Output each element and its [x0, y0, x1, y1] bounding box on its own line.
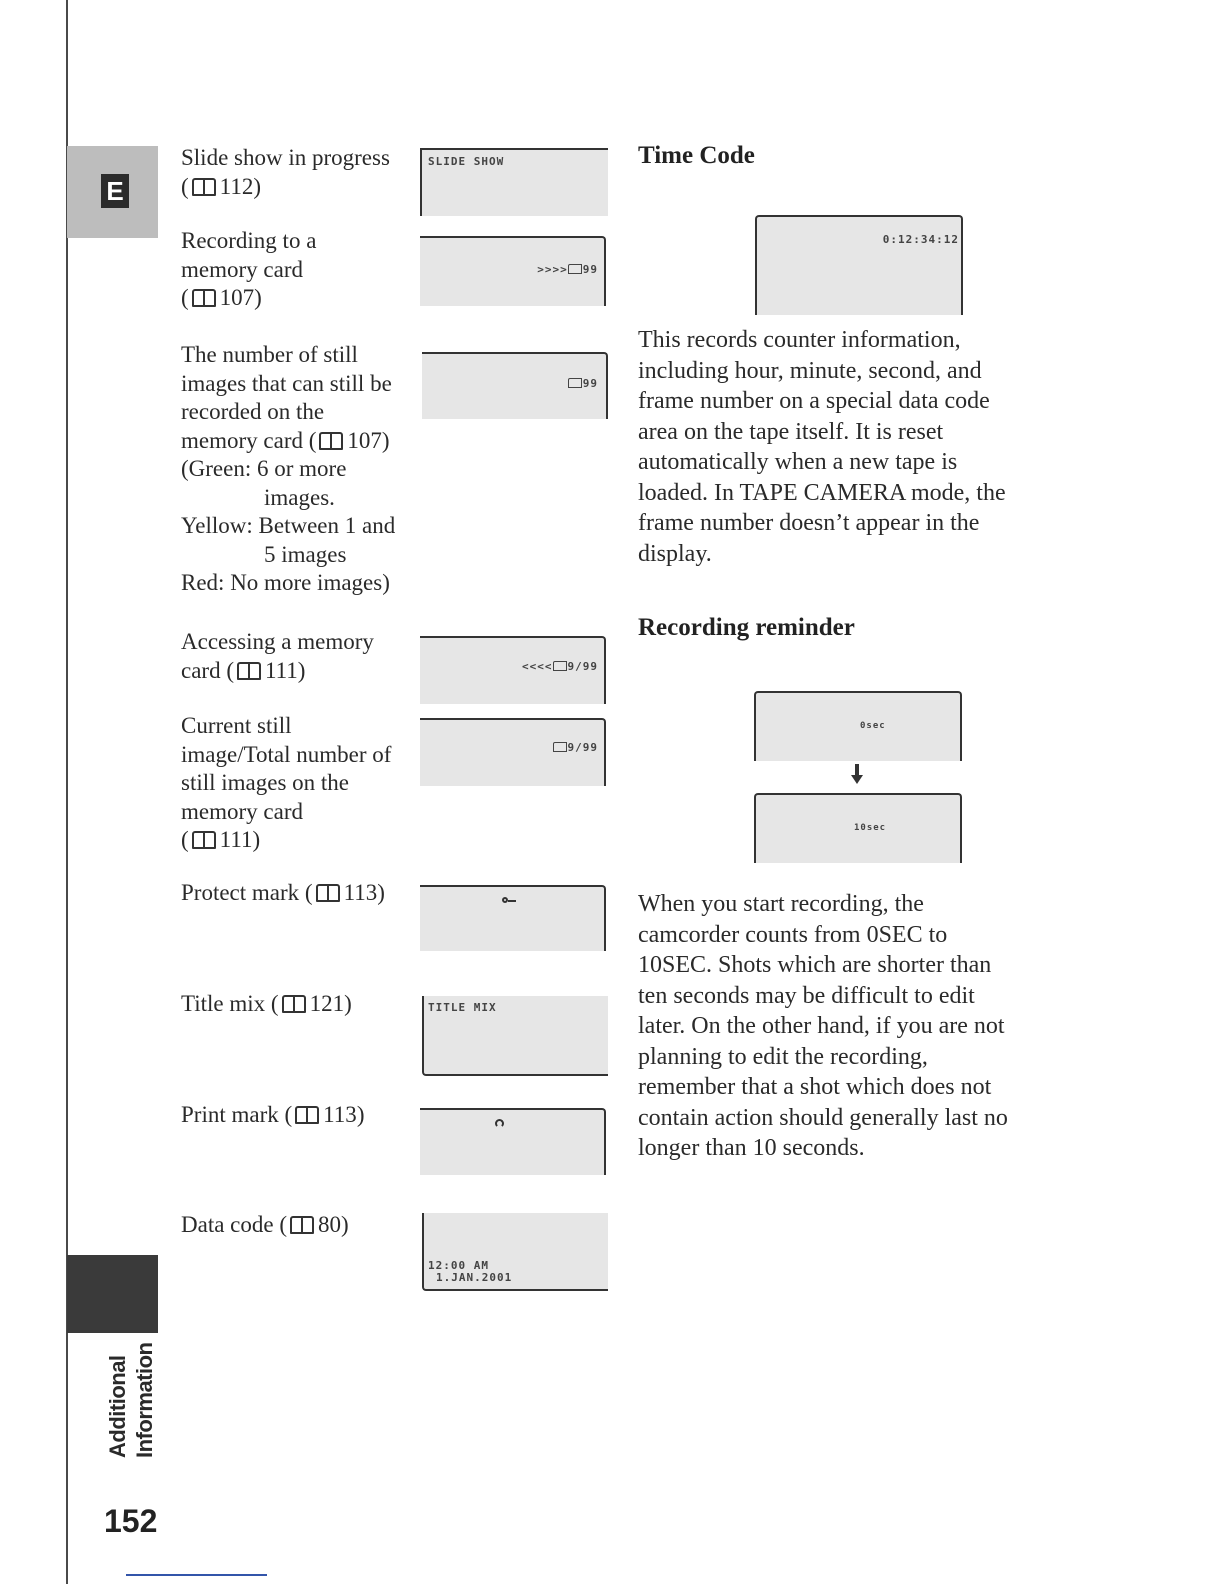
item-accessing-card: [181, 628, 374, 685]
screen-recording: [420, 236, 606, 306]
page-ref: 111: [265, 657, 298, 683]
item-slide-show: [181, 144, 390, 201]
item-line: (Green: 6 or more: [181, 456, 347, 481]
screen-text: 0:12:34:12: [882, 233, 959, 246]
screen-remaining: [422, 352, 608, 419]
page-number: 152: [104, 1503, 158, 1539]
book-icon: [192, 289, 216, 307]
body-line: planning to edit the recording,: [638, 1043, 928, 1070]
page-ref: 121: [309, 991, 345, 1016]
book-icon: [192, 831, 216, 849]
section-tab: [67, 1255, 158, 1333]
page-ref: 107: [219, 285, 255, 310]
book-icon: [290, 1216, 314, 1234]
book-icon: [319, 432, 343, 450]
item-current-still: [181, 712, 391, 855]
print-mark-icon: [495, 1118, 504, 1131]
screen-count: 99: [582, 263, 598, 276]
body-line: remember that a shot which does not: [638, 1074, 992, 1100]
body-line: When you start recording, the: [638, 891, 924, 917]
language-tab-letter: E: [101, 174, 129, 208]
page-ref: 113: [343, 880, 378, 905]
item-line: Accessing a memory: [181, 629, 374, 654]
screen-data-code: [422, 1213, 608, 1291]
item-ref-line: ( 111): [181, 827, 261, 852]
screen-text: [553, 741, 599, 754]
item-ref-line: card ( 111): [181, 657, 306, 683]
item-line: The number of still: [181, 342, 358, 367]
item-ref-line: ( 112): [181, 173, 261, 199]
body-line: loaded. In TAPE CAMERA mode, the: [638, 479, 1006, 506]
screen-count: 9/99: [567, 660, 598, 673]
page-ref: 111: [219, 827, 253, 852]
screen-title-mix: [422, 996, 608, 1076]
memory-card-icon: [553, 661, 567, 671]
item-line: Yellow: Between 1 and: [181, 513, 396, 538]
book-icon: [192, 178, 216, 196]
item-line: memory card: [181, 798, 303, 824]
item-line: Slide show in progress: [181, 145, 390, 170]
body-line: 10SEC. Shots which are shorter than: [638, 952, 992, 978]
book-icon: [237, 662, 261, 680]
item-ref-line: memory card ( 107): [181, 427, 390, 453]
section-label: [104, 1343, 158, 1459]
item-line: images.: [264, 484, 335, 510]
screen-reminder-start: [754, 691, 962, 761]
screen-text: 10sec: [854, 823, 887, 833]
item-line: memory card: [181, 256, 303, 282]
item-ref-line: Print mark ( 113): [181, 1102, 365, 1127]
item-line: Recording to a: [181, 228, 317, 253]
book-icon: [316, 884, 340, 902]
screen-prefix: <<<<: [522, 660, 553, 673]
recording-reminder-body: [638, 889, 1008, 1164]
arrow-down-icon: [850, 764, 864, 786]
time-code-body: [638, 325, 1006, 569]
screen-text: 0sec: [860, 721, 886, 731]
key-icon: [502, 895, 516, 908]
page-ref: 80: [318, 1212, 341, 1237]
item-ref-line: ( 107): [181, 285, 262, 310]
body-line: ten seconds may be difficult to edit: [638, 982, 975, 1009]
screen-text: [568, 377, 598, 390]
page-ref: 112: [219, 173, 254, 199]
item-remaining-images: [181, 341, 395, 598]
item-line: 5 images: [264, 541, 347, 567]
item-recording-to-card: [181, 227, 316, 313]
screen-text: [522, 660, 598, 673]
screen-text: [537, 263, 598, 276]
screen-accessing: [420, 636, 606, 704]
screen-count: 9/99: [567, 741, 598, 754]
page-ref: 107: [347, 427, 382, 453]
item-line: Red: No more images): [181, 570, 390, 595]
screen-print-mark: [420, 1108, 606, 1175]
body-line: This records counter information,: [638, 327, 961, 353]
body-line: including hour, minute, second, and: [638, 357, 982, 384]
screen-text: TITLE MIX: [428, 1001, 497, 1014]
item-line: recorded on the: [181, 399, 325, 424]
item-ref-line: Title mix ( 121): [181, 991, 352, 1016]
memory-card-icon: [568, 378, 582, 388]
item-line: still images on the: [181, 770, 350, 795]
item-ref-line: Protect mark ( 113): [181, 880, 385, 905]
body-line: contain action should generally last no: [638, 1104, 1008, 1131]
item-line: Current still: [181, 713, 292, 738]
body-line: frame number on a special data code: [638, 388, 990, 414]
footer-rule: [126, 1574, 267, 1576]
memory-card-icon: [568, 264, 582, 274]
time-code-heading: Time Code: [638, 142, 755, 169]
section-label-line-2: Information: [132, 1342, 157, 1458]
body-line: display.: [638, 540, 712, 567]
body-line: automatically when a new tape is: [638, 449, 958, 475]
screen-text: 1.JAN.2001: [436, 1271, 513, 1284]
item-line: image/Total number of: [181, 741, 392, 767]
screen-slide-show: [420, 148, 608, 216]
body-line: frame number doesn’t appear in the: [638, 510, 980, 536]
section-label-line-1: Additional: [105, 1355, 130, 1458]
item-ref-line: Data code ( 80): [181, 1212, 349, 1237]
screen-text: 12:00 AM: [428, 1259, 489, 1272]
recording-reminder-heading: Recording reminder: [638, 614, 855, 641]
item-print-mark: [181, 1101, 364, 1130]
body-line: area on the tape itself. It is reset: [638, 418, 944, 445]
item-data-code: [181, 1211, 349, 1240]
screen-protect-mark: [420, 885, 606, 951]
screen-count: 99: [582, 377, 598, 390]
item-protect-mark: [181, 879, 385, 908]
page-ref: 113: [323, 1102, 357, 1127]
screen-reminder-end: [754, 793, 962, 863]
screen-prefix: >>>>: [537, 263, 568, 276]
screen-text: SLIDE SHOW: [428, 155, 505, 168]
body-line: camcorder counts from 0SEC to: [638, 921, 948, 948]
book-icon: [282, 995, 306, 1013]
memory-card-icon: [553, 742, 567, 752]
item-title-mix: [181, 990, 352, 1019]
body-line: later. On the other hand, if you are not: [638, 1013, 1005, 1039]
body-line: longer than 10 seconds.: [638, 1135, 865, 1161]
screen-current-still: [420, 718, 606, 786]
book-icon: [295, 1106, 319, 1124]
screen-time-code: [755, 215, 963, 315]
item-line: images that can still be: [181, 370, 392, 396]
